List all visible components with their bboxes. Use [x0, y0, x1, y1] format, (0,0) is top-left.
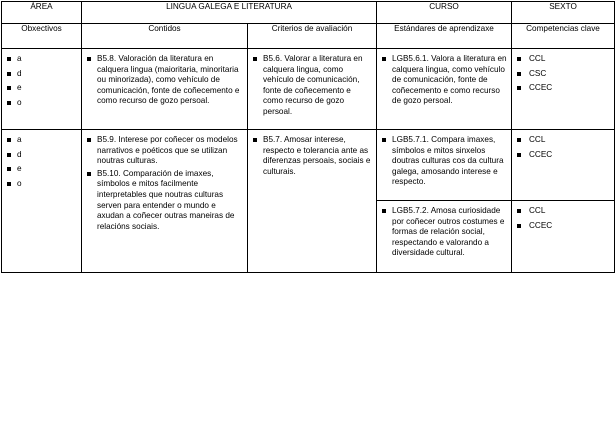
column-criteria: Criterios de avaliación: [248, 24, 377, 49]
header-subject: LINGUA GALEGA E LITERATURA: [82, 2, 377, 24]
objectives-cell: [2, 130, 82, 273]
objective-item: e: [6, 83, 78, 94]
header-area: ÁREA: [2, 2, 82, 24]
standards-cell: [377, 201, 512, 273]
criteria-cell: [248, 49, 377, 130]
content-item: B5.10. Comparación de imaxes, símbolos e mitos facilmente interpretables que noutras culturas serven para entender o mundo e axudan a coñecer outras maneiras de relacións sociais.: [86, 169, 244, 233]
column-competences: Competencias clave: [512, 24, 615, 49]
objective-item: a: [6, 135, 78, 146]
contents-cell: [82, 49, 248, 130]
standards-cell: [377, 130, 512, 201]
column-header-row: [2, 24, 615, 49]
standards-cell: [377, 49, 512, 130]
table-header-row: [2, 2, 615, 24]
competence-item: CCEC: [516, 150, 611, 161]
standard-item: LGB5.7.2. Amosa curiosidade por coñecer outros costumes e formas de relación social, respectando e valorando a diversidade cultural.: [381, 206, 508, 259]
objective-item: o: [6, 179, 78, 190]
objective-item: a: [6, 54, 78, 65]
header-grade: SEXTO: [512, 2, 615, 24]
objective-item: d: [6, 69, 78, 80]
column-standards: Estándares de aprendizaxe: [377, 24, 512, 49]
competences-cell: [512, 130, 615, 201]
header-course: CURSO: [377, 2, 512, 24]
content-item: B5.8. Valoración da literatura en calquera lingua (maioritaria, minoritaria ou minorizada), como vehículo de comunicación, fonte de coñecemento e como recurso de gozo persoal.: [86, 54, 244, 107]
objective-item: e: [6, 164, 78, 175]
curriculum-table: [1, 1, 615, 273]
competence-item: CCL: [516, 54, 611, 65]
competence-item: CCL: [516, 135, 611, 146]
content-item: B5.9. Interese por coñecer os modelos narrativos e poéticos que se utilizan noutras culturas.: [86, 135, 244, 167]
objective-item: o: [6, 98, 78, 109]
competence-item: CCEC: [516, 83, 611, 94]
competence-item: CSC: [516, 69, 611, 80]
objectives-cell: [2, 49, 82, 130]
objective-item: d: [6, 150, 78, 161]
column-contents: Contidos: [82, 24, 248, 49]
criteria-cell: [248, 130, 377, 273]
standard-item: LGB5.6.1. Valora a literatura en calquera lingua, como vehículo de comunicación, fonte de coñecemento e como recurso de gozo persoal.: [381, 54, 508, 107]
table-row: [2, 49, 615, 130]
competence-item: CCEC: [516, 221, 611, 232]
competence-item: CCL: [516, 206, 611, 217]
competences-cell: [512, 49, 615, 130]
table-row: [2, 130, 615, 201]
criterion-item: B5.7. Amosar interese, respecto e tolerancia ante as diferenzas persoais, sociais e culturais.: [252, 135, 373, 177]
criterion-item: B5.6. Valorar a literatura en calquera lingua, como vehículo de comunicación, fonte de coñecemento e como recurso de gozo persoal.: [252, 54, 373, 118]
standard-item: LGB5.7.1. Compara imaxes, símbolos e mitos sinxelos doutras culturas cos da cultura galega, amosando interese e respecto.: [381, 135, 508, 188]
column-objectives: Obxectivos: [2, 24, 82, 49]
competences-cell: [512, 201, 615, 273]
contents-cell: [82, 130, 248, 273]
